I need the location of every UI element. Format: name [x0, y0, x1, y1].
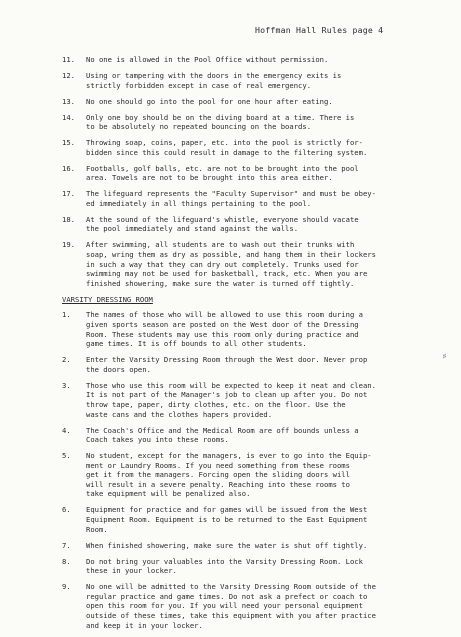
rule-item: [62, 71, 434, 90]
rule-number: 6.: [62, 505, 71, 515]
rule-number: 14.: [62, 112, 75, 122]
rule-number: 1.: [62, 310, 71, 320]
rule-item: [62, 97, 434, 107]
rule-text-line: Those who use this room will be expected to keep it neat and clean.: [86, 380, 376, 390]
rule-text: [86, 557, 434, 576]
rule-text-line: area. Towels are not to be brought into this area either.: [86, 173, 333, 183]
rule-text-line: take equipment will be penalized also.: [86, 489, 251, 499]
rule-text-line: outside of these times, take this equipment with you after practice: [86, 610, 376, 620]
rule-item: [62, 582, 434, 630]
rule-text-line: ment or Laundry Rooms. If you need something from these rooms: [86, 460, 350, 470]
dressing-room-rules-list: [62, 310, 434, 630]
rule-text-line: open this room for you. If you will need your personal equipment: [86, 601, 363, 611]
rule-number: 4.: [62, 425, 71, 435]
margin-mark: ♯: [442, 352, 447, 361]
rule-text-line: swimming may not be used for basketball, track, etc. When you are: [86, 269, 368, 279]
rule-text-line: The lifeguard represents the "Faculty Supervisor" and must be obey-: [86, 189, 376, 199]
rule-text: [86, 582, 434, 630]
rule-text-line: When finished showering, make sure the water is shut off tightly.: [86, 540, 368, 550]
rule-number: 3.: [62, 380, 71, 390]
rule-text-line: strictly forbidden except in case of real emergency.: [86, 80, 312, 90]
rule-item: [62, 113, 434, 132]
rule-item: [62, 189, 434, 208]
rule-text-line: soap, wring them as dry as possible, and hang them in their lockers: [86, 250, 376, 260]
rule-text-line: these in your locker.: [86, 566, 177, 576]
rule-text: [86, 97, 434, 107]
rule-item: [62, 451, 434, 499]
rule-item: [62, 310, 434, 348]
rule-text: [86, 451, 434, 499]
rule-text: [86, 240, 434, 288]
rule-text-line: At the sound of the lifeguard's whistle, everyone should vacate: [86, 214, 359, 224]
rule-text-line: given sports season are posted on the West door of the Dressing: [86, 319, 359, 329]
rule-text-line: and keep it in your locker.: [86, 620, 203, 630]
rule-text-line: the doors open.: [86, 364, 151, 374]
rule-text: [86, 505, 434, 534]
rules-content: [62, 55, 434, 637]
section-title: VARSITY DRESSING ROOM: [62, 294, 153, 304]
rule-text-line: The Coach's Office and the Medical Room are off bounds unless a: [86, 425, 359, 435]
rule-text: [86, 215, 434, 234]
rule-text-line: Throwing soap, coins, paper, etc. into the pool is strictly for-: [86, 138, 363, 148]
rule-text-line: Equipment for practice and for games will be issued from the West: [86, 505, 368, 515]
rule-number: 5.: [62, 451, 71, 461]
rule-item: [62, 138, 434, 157]
rule-text-line: finished showering, make sure the water is turned off tightly.: [86, 278, 355, 288]
rule-number: 2.: [62, 355, 71, 365]
rule-item: [62, 541, 434, 551]
rule-number: 11.: [62, 55, 75, 64]
rule-text: [86, 138, 434, 157]
rule-number: 17.: [62, 189, 75, 199]
rule-item: [62, 240, 434, 288]
pool-rules-list: [62, 55, 434, 288]
rule-text-line: No one should go into the pool for one hour after eating.: [86, 96, 333, 106]
rule-text-line: game times. It is off bounds to all other students.: [86, 339, 307, 349]
rule-text-line: Room.: [86, 524, 108, 534]
rule-text-line: Enter the Varsity Dressing Room through the West door. Never prop: [86, 355, 368, 365]
rule-number: 9.: [62, 582, 71, 592]
rule-text-line: Room. These students may use this room only during practice and: [86, 329, 359, 339]
rule-item: [62, 557, 434, 576]
rule-number: 19.: [62, 240, 75, 250]
rule-text: [86, 310, 434, 348]
rule-item: [62, 381, 434, 419]
rule-text-line: to be absolutely no repeated bouncing on the boards.: [86, 122, 312, 132]
rule-number: 8.: [62, 556, 71, 566]
rule-text-line: Only one boy should be on the diving board at a time. There is: [86, 112, 355, 122]
rule-text-line: The names of those who will be allowed to use this room during a: [86, 310, 363, 320]
rule-text: [86, 71, 434, 90]
rule-text-line: throw tape, paper, dirty clothes, etc. on the floor. Use the: [86, 399, 346, 409]
rule-text-line: waste cans and the clothes hapers provided.: [86, 409, 273, 419]
rule-number: 7.: [62, 540, 71, 550]
rule-item: [62, 505, 434, 534]
rule-text-line: get it from the managers. Forcing open the sliding doors will: [86, 470, 350, 480]
rule-text-line: will result in a severe penalty. Reaching into these rooms to: [86, 479, 350, 489]
rule-text: [86, 113, 434, 132]
rule-item: [62, 426, 434, 445]
rule-number: 15.: [62, 138, 75, 148]
rule-text-line: It is not part of the Manager's job to clean up after you. Do not: [86, 390, 368, 400]
rule-text-line: bidden since this could result in damage to the filtering system.: [86, 147, 368, 157]
rule-text: [86, 541, 434, 551]
rule-text-line: No one is allowed in the Pool Office without permission.: [86, 55, 329, 64]
rule-text: [86, 55, 434, 65]
rule-text-line: Footballs, golf balls, etc. are not to be brought into the pool: [86, 163, 359, 173]
rule-number: 12.: [62, 70, 75, 80]
rule-text: [86, 189, 434, 208]
rule-text-line: the pool immediately and stand against the walls.: [86, 224, 299, 234]
rule-item: [62, 164, 434, 183]
rule-text-line: No student, except for the managers, is ever to go into the Equip-: [86, 451, 372, 461]
rule-text: [86, 164, 434, 183]
rule-text-line: ed immediately in all things pertaining to the pool.: [86, 198, 312, 208]
rule-item: [62, 215, 434, 234]
rule-number: 18.: [62, 214, 75, 224]
rule-text-line: No one will be admitted to the Varsity Dressing Room outside of the: [86, 582, 376, 592]
page-header: Hoffman Hall Rules page 4: [255, 25, 384, 35]
rule-text-line: Do not bring your valuables into the Varsity Dressing Room. Lock: [86, 556, 363, 566]
rule-item: [62, 55, 434, 65]
rule-text-line: Coach takes you into these rooms.: [86, 435, 229, 445]
rule-number: 13.: [62, 96, 75, 106]
rule-text-line: Using or tampering with the doors in the emergency exits is: [86, 70, 342, 80]
rule-text-line: After swimming, all students are to wash out their trunks with: [86, 240, 355, 250]
rule-text: [86, 381, 434, 419]
rule-text: [86, 355, 434, 374]
rule-number: 16.: [62, 163, 75, 173]
rule-text-line: Equipment Room. Equipment is to be returned to the East Equipment: [86, 515, 368, 525]
rule-text-line: regular practice and game times. Do not ask a prefect or coach to: [86, 591, 368, 601]
rule-text: [86, 426, 434, 445]
rule-text-line: in such a way that they can dry out completely. Trunks used for: [86, 259, 359, 269]
rule-item: [62, 355, 434, 374]
